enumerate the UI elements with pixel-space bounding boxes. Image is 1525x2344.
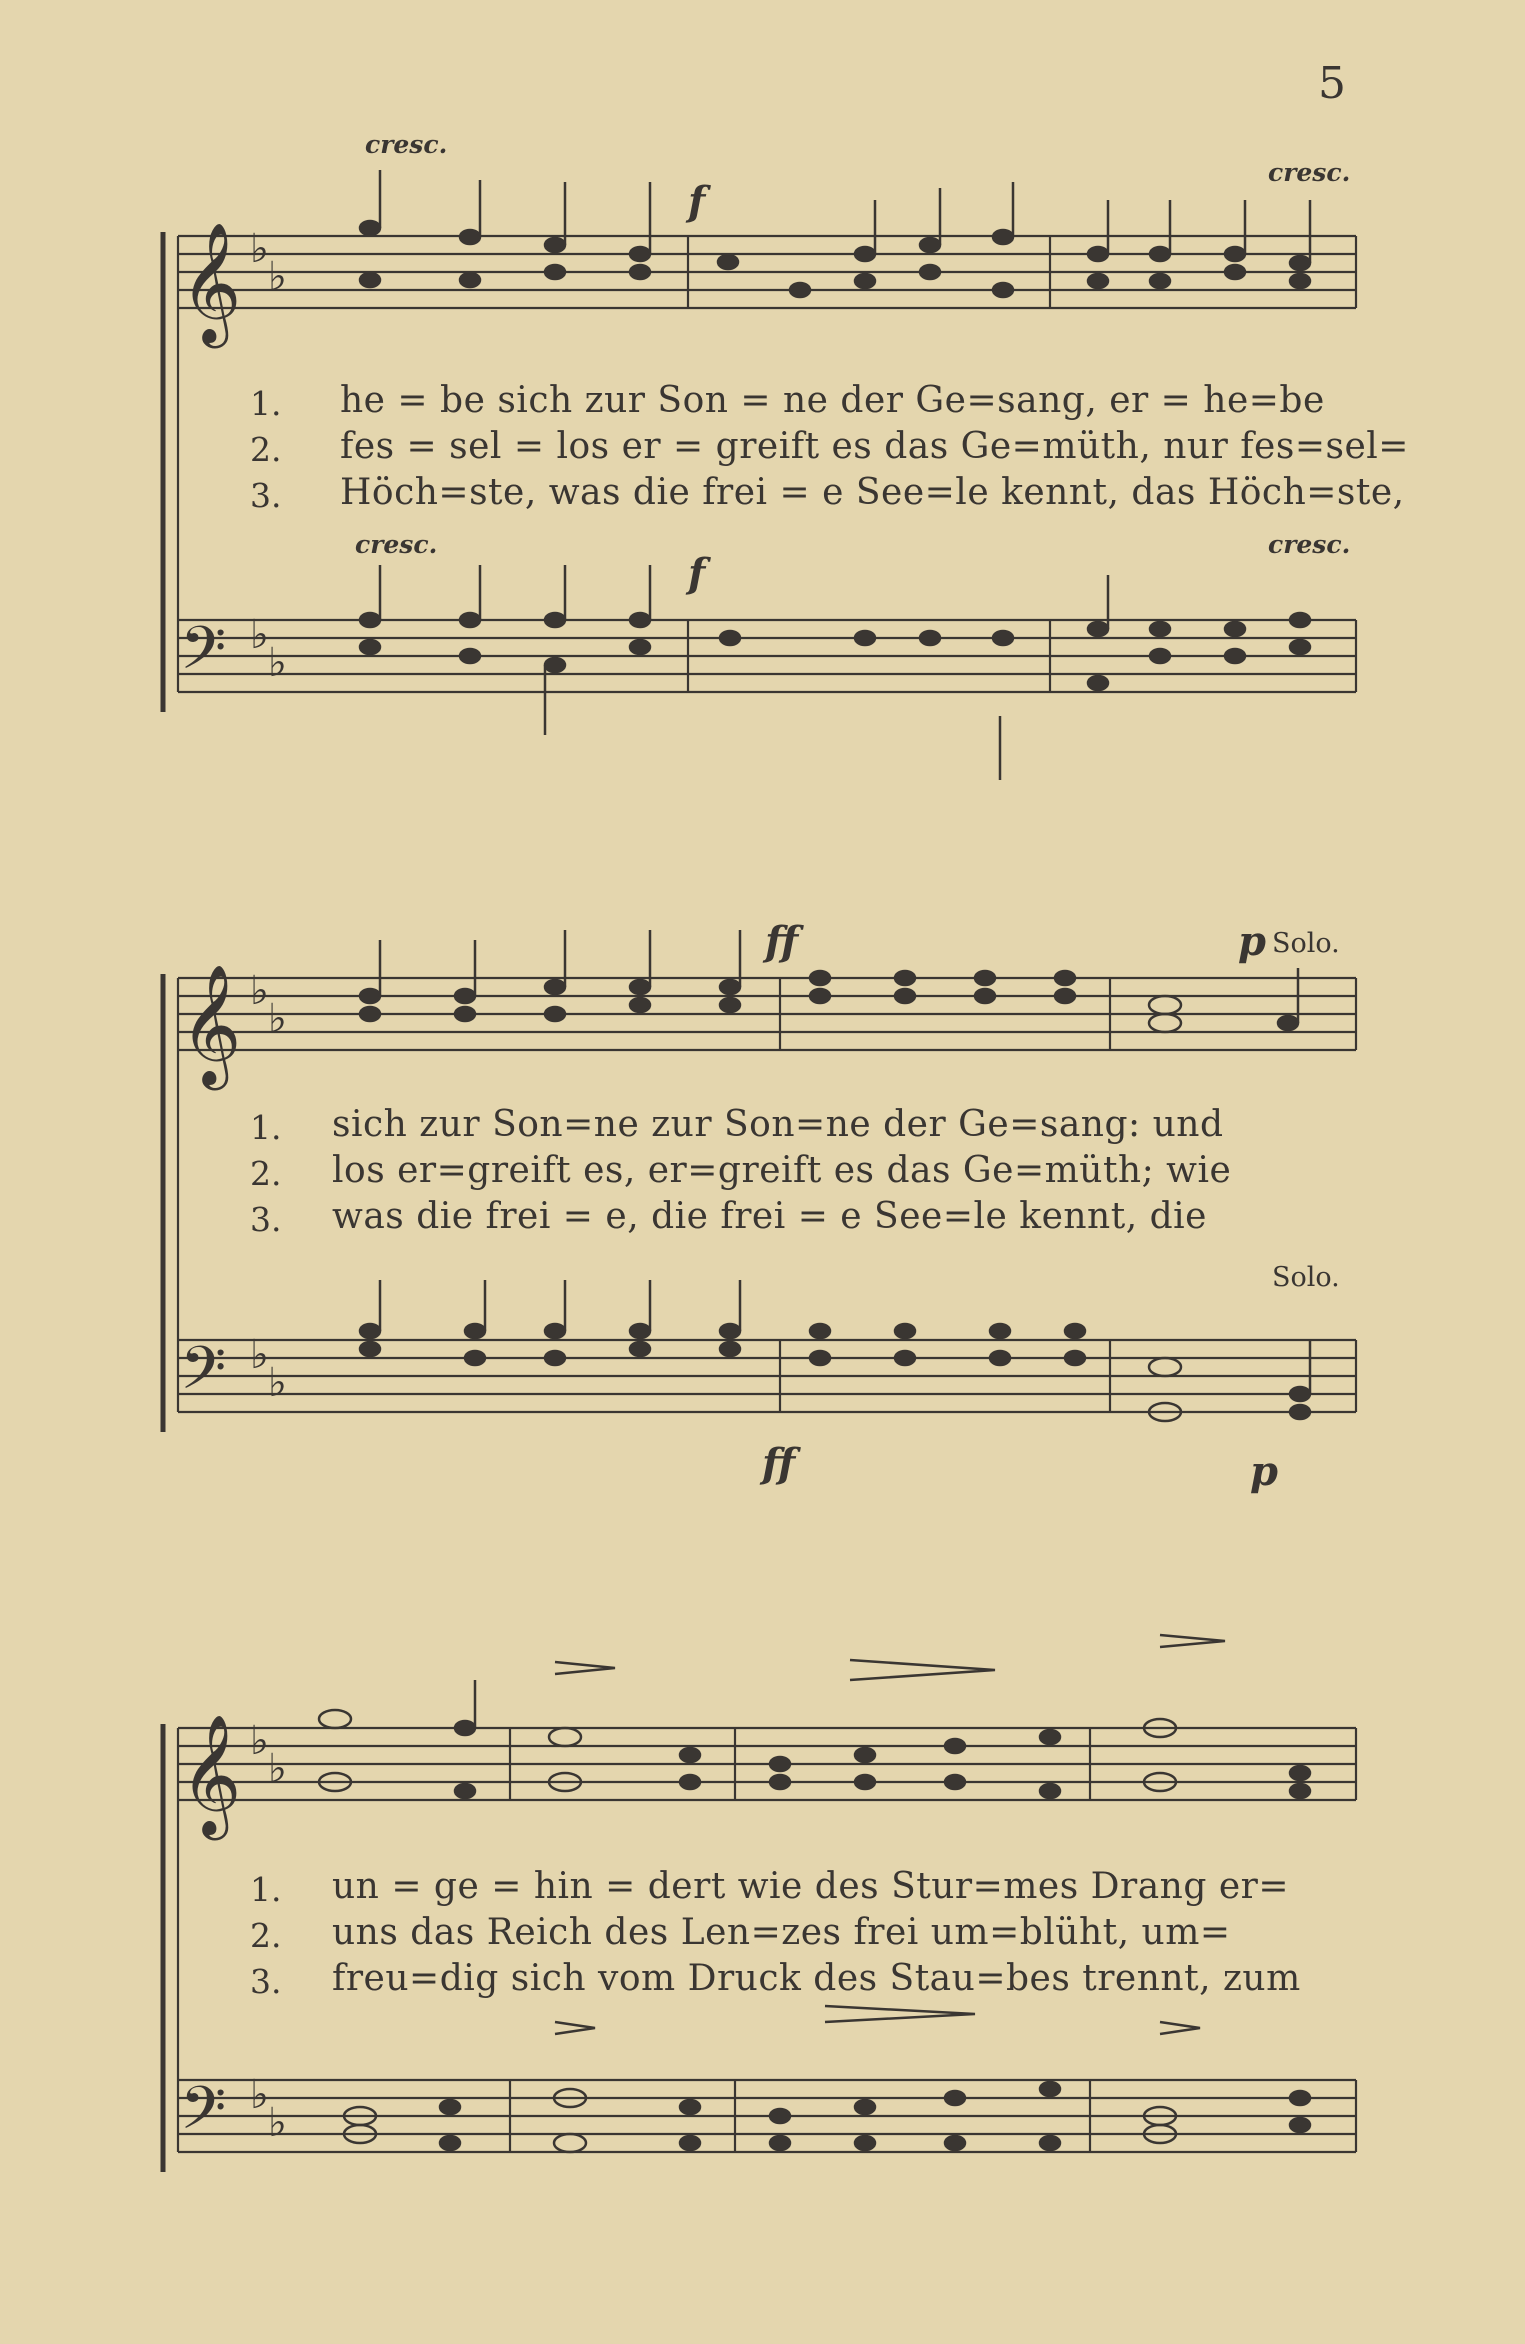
treble-clef-icon: 𝄞 [180,221,242,343]
lyric-line: sich zur Son=ne zur Son=ne der Ge=sang: und [332,1104,1224,1145]
staff-treble [178,978,1356,1050]
lyric-line: freu=dig sich vom Druck des Stau=bes trennt, zum [332,1958,1301,1999]
treble-clef-icon: 𝄞 [180,963,242,1085]
svg-text:♭: ♭ [268,996,287,1042]
verse-number: 2. [250,1916,282,1955]
svg-text:♭: ♭ [250,968,269,1014]
verse-number: 1. [250,1108,282,1147]
page-number: 5 [1318,58,1346,109]
lyric-line: was die frei = e, die frei = e See=le kennt, die [332,1196,1207,1237]
svg-text:♭: ♭ [268,640,287,686]
hairpins [555,1635,1225,2034]
verse-number: 1. [250,384,282,423]
forte-marking: f [688,178,706,225]
staff-bass [178,2080,1356,2152]
treble-clef-icon: 𝄞 [180,1713,242,1835]
lyric-line: fes = sel = los er = greift es das Ge=müth, nur fes=sel= [340,426,1409,467]
svg-text:♭: ♭ [250,612,269,658]
svg-text:♭: ♭ [268,254,287,300]
lyric-line: Höch=ste, was die frei = e See=le kennt, das Höch=ste, [340,472,1405,513]
verse-number: 3. [250,1200,282,1239]
svg-text:♭: ♭ [250,226,269,272]
cresc-marking: cresc. [1268,158,1351,187]
verse-number: 2. [250,430,282,469]
svg-text:♭: ♭ [250,1332,269,1378]
verse-number: 3. [250,476,282,515]
svg-text:♭: ♭ [268,2100,287,2146]
bass-clef-icon: 𝄢 [180,2073,227,2157]
forte-marking: f [688,550,706,597]
svg-text:♭: ♭ [268,1360,287,1406]
lyric-line: he = be sich zur Son = ne der Ge=sang, er = he=be [340,380,1325,421]
lyric-line: los er=greift es, er=greift es das Ge=müth; wie [332,1150,1232,1191]
staff-treble [178,236,1356,308]
svg-text:♭: ♭ [268,1746,287,1792]
verse-number: 3. [250,1962,282,2001]
verse-number: 2. [250,1154,282,1193]
key-signature-flats [250,226,287,2146]
cresc-marking: cresc. [355,530,438,559]
svg-text:♭: ♭ [250,2072,269,2118]
fortissimo-marking: ff [765,918,799,965]
verse-number: 1. [250,1870,282,1909]
staff-treble [178,1728,1356,1800]
piano-marking: p [1238,918,1266,965]
solo-label: Solo. [1272,928,1340,959]
solo-label: Solo. [1272,1262,1340,1293]
piano-marking: p [1250,1448,1278,1495]
bass-clef-icon: 𝄢 [180,1333,227,1417]
notes [319,170,1310,2152]
lyric-line: uns das Reich des Len=zes frei um=blüht, um= [332,1912,1231,1953]
staff-bass [178,1340,1356,1412]
cresc-marking: cresc. [365,130,448,159]
staff-bass [178,620,1356,692]
cresc-marking: cresc. [1268,530,1351,559]
fortissimo-marking: ff [762,1440,796,1487]
svg-text:♭: ♭ [250,1718,269,1764]
bass-clef-icon: 𝄢 [180,613,227,697]
lyric-line: un = ge = hin = dert wie des Stur=mes Drang er= [332,1866,1290,1907]
